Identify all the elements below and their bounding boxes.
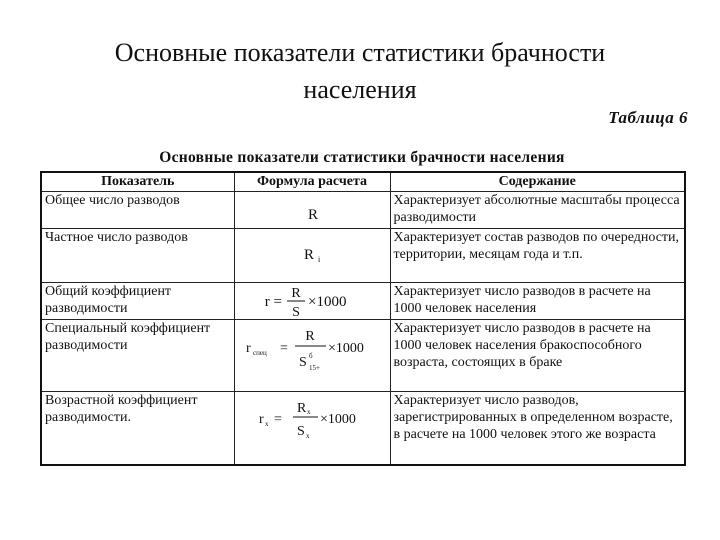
formula-lhs-subscript: x	[264, 420, 268, 429]
formula-denominator: S	[291, 305, 300, 320]
indicator-cell: Общее число разводов	[41, 192, 234, 229]
indicator-cell: Частное число разводов	[41, 229, 234, 283]
formula-symbol: R	[303, 247, 314, 264]
formula-special-divorce-rate	[238, 320, 388, 376]
formula-lhs: r	[245, 341, 251, 357]
table-row	[41, 392, 685, 465]
table-caption: Основные показатели статистики брачности населения	[159, 149, 565, 166]
formula-cell	[234, 392, 390, 465]
formula-multiplier: ×1000	[307, 294, 346, 311]
formula-numerator: R	[296, 401, 306, 417]
formula-cell	[234, 283, 390, 320]
formula-denominator: S	[296, 424, 305, 440]
formula-subscript: i	[317, 255, 320, 265]
formula-crude-divorce-rate	[238, 283, 388, 319]
header-formula: Формула расчета	[234, 172, 390, 192]
slide-title: Основные показатели статистики брачности населения	[114, 38, 606, 104]
indicator-cell: Специальный коэффициент разводимости	[41, 320, 234, 392]
indicator-cell: Возрастной коэффициент разводимости.	[41, 392, 234, 465]
formula-multiplier: ×1000	[327, 341, 364, 357]
description-cell: Характеризует число разводов в расчете на 1000 человек населения	[390, 283, 685, 320]
formula-equals: =	[279, 341, 288, 357]
table-row	[41, 320, 685, 392]
formula-denominator-subscript: 15+	[308, 364, 320, 373]
formula-lhs-subscript: спец	[252, 349, 267, 358]
formula-lhs: r =	[264, 294, 282, 311]
table-number: Таблица 6	[608, 108, 688, 127]
formula-partial-divorces	[238, 229, 388, 279]
table-header-row	[41, 172, 685, 192]
description-cell: Характеризует состав разводов по очередности, территории, месяцам года и т.п.	[390, 229, 685, 283]
indicator-cell: Общий коэффициент разводимости	[41, 283, 234, 320]
formula-equals: =	[273, 412, 282, 428]
formula-symbol: R	[307, 207, 318, 223]
formula-denominator-subscript: x	[305, 432, 309, 441]
indicators-table	[40, 171, 686, 466]
formula-total-divorces	[238, 192, 388, 226]
header-description: Содержание	[390, 172, 685, 192]
header-indicator: Показатель	[41, 172, 234, 192]
formula-numerator: R	[290, 286, 301, 302]
table-row	[41, 229, 685, 283]
description-cell: Характеризует абсолютные масштабы процесса разводимости	[390, 192, 685, 229]
formula-denominator: S	[298, 355, 307, 371]
formula-age-divorce-rate	[238, 392, 388, 448]
formula-numerator-subscript: x	[306, 408, 310, 417]
description-cell: Характеризует число разводов, зарегистрированных в определенном возрасте, в расчете на 1000 человек этого же возраста	[390, 392, 685, 465]
formula-multiplier: ×1000	[319, 412, 356, 428]
formula-cell	[234, 320, 390, 392]
formula-cell	[234, 192, 390, 229]
description-cell: Характеризует число разводов в расчете на 1000 человек населения бракоспособного возраста, состоящих в браке	[390, 320, 685, 392]
formula-numerator: R	[304, 329, 315, 345]
table-row	[41, 192, 685, 229]
formula-lhs: r	[258, 412, 264, 428]
formula-denominator-superscript: б	[308, 352, 313, 361]
formula-cell	[234, 229, 390, 283]
table-row	[41, 283, 685, 320]
